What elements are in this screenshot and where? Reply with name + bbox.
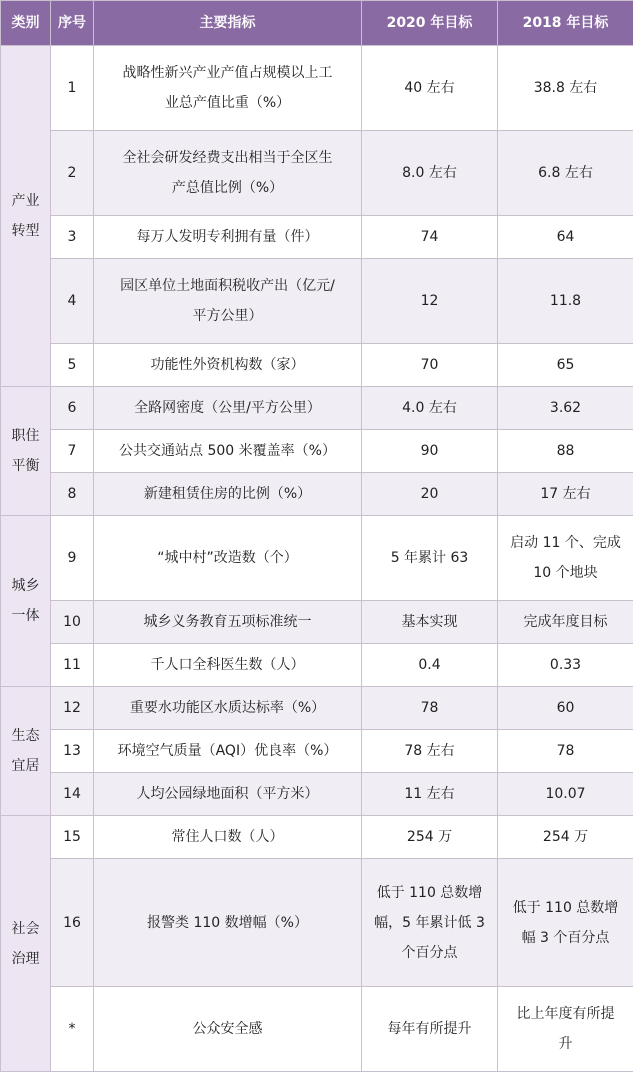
indicator-cell: 人均公园绿地面积（平方米） xyxy=(94,773,362,816)
target-2020-cell: 254 万 xyxy=(362,816,498,859)
target-2020-cell: 低于 110 总数增 幅，5 年累计低 3 个百分点 xyxy=(362,859,498,987)
table-row xyxy=(1,816,633,859)
header-target-2018: 2018 年目标 xyxy=(498,1,633,46)
number-cell: 4 xyxy=(51,259,94,344)
table-row xyxy=(1,859,633,987)
table-row xyxy=(1,131,633,216)
indicator-cell: 全路网密度（公里/平方公里） xyxy=(94,387,362,430)
target-2020-cell: 40 左右 xyxy=(362,46,498,131)
table-row xyxy=(1,473,633,516)
target-2020-cell: 78 左右 xyxy=(362,730,498,773)
header-row xyxy=(1,1,633,46)
target-2020-cell: 8.0 左右 xyxy=(362,131,498,216)
table-row xyxy=(1,430,633,473)
table-row xyxy=(1,259,633,344)
target-2018-cell: 0.33 xyxy=(498,644,633,687)
indicator-cell: 每万人发明专利拥有量（件） xyxy=(94,216,362,259)
category-cell: 生态 宜居 xyxy=(1,687,51,816)
target-2018-cell: 启动 11 个、完成 10 个地块 xyxy=(498,516,633,601)
indicator-cell: 园区单位土地面积税收产出（亿元/ 平方公里） xyxy=(94,259,362,344)
target-2020-cell: 5 年累计 63 xyxy=(362,516,498,601)
indicator-cell: 新建租赁住房的比例（%） xyxy=(94,473,362,516)
number-cell: 15 xyxy=(51,816,94,859)
table-row xyxy=(1,46,633,131)
target-2020-cell: 12 xyxy=(362,259,498,344)
number-cell: 14 xyxy=(51,773,94,816)
target-2018-cell: 11.8 xyxy=(498,259,633,344)
table-row xyxy=(1,644,633,687)
indicator-cell: 全社会研发经费支出相当于全区生 产总值比例（%） xyxy=(94,131,362,216)
indicator-cell: 报警类 110 数增幅（%） xyxy=(94,859,362,987)
category-cell: 产业 转型 xyxy=(1,46,51,387)
table-body xyxy=(1,46,633,1072)
number-cell: 16 xyxy=(51,859,94,987)
category-cell: 城乡 一体 xyxy=(1,516,51,687)
target-2020-cell: 每年有所提升 xyxy=(362,987,498,1072)
target-2018-cell: 60 xyxy=(498,687,633,730)
table-row xyxy=(1,987,633,1072)
number-cell: 2 xyxy=(51,131,94,216)
target-2020-cell: 70 xyxy=(362,344,498,387)
target-2020-cell: 74 xyxy=(362,216,498,259)
number-cell: 5 xyxy=(51,344,94,387)
indicator-cell: 战略性新兴产业产值占规模以上工 业总产值比重（%） xyxy=(94,46,362,131)
table-row xyxy=(1,687,633,730)
target-2018-cell: 6.8 左右 xyxy=(498,131,633,216)
number-cell: 11 xyxy=(51,644,94,687)
number-cell: 6 xyxy=(51,387,94,430)
target-2018-cell: 64 xyxy=(498,216,633,259)
table-row xyxy=(1,773,633,816)
number-cell: 1 xyxy=(51,46,94,131)
header-indicator: 主要指标 xyxy=(94,1,362,46)
number-cell: 12 xyxy=(51,687,94,730)
target-2018-cell: 38.8 左右 xyxy=(498,46,633,131)
number-cell: 7 xyxy=(51,430,94,473)
target-2018-cell: 17 左右 xyxy=(498,473,633,516)
indicator-cell: 重要水功能区水质达标率（%） xyxy=(94,687,362,730)
indicator-cell: 常住人口数（人） xyxy=(94,816,362,859)
number-cell: 8 xyxy=(51,473,94,516)
table-row xyxy=(1,216,633,259)
target-2020-cell: 4.0 左右 xyxy=(362,387,498,430)
target-2018-cell: 88 xyxy=(498,430,633,473)
number-cell: 10 xyxy=(51,601,94,644)
target-2018-cell: 254 万 xyxy=(498,816,633,859)
number-cell: * xyxy=(51,987,94,1072)
number-cell: 3 xyxy=(51,216,94,259)
number-cell: 13 xyxy=(51,730,94,773)
indicator-cell: 公共交通站点 500 米覆盖率（%） xyxy=(94,430,362,473)
table-row xyxy=(1,387,633,430)
target-2018-cell: 10.07 xyxy=(498,773,633,816)
number-cell: 9 xyxy=(51,516,94,601)
table-row xyxy=(1,344,633,387)
category-cell: 社会 治理 xyxy=(1,816,51,1072)
header-target-2020: 2020 年目标 xyxy=(362,1,498,46)
indicator-cell: 功能性外资机构数（家） xyxy=(94,344,362,387)
category-cell: 职住 平衡 xyxy=(1,387,51,516)
indicator-cell: “城中村”改造数（个） xyxy=(94,516,362,601)
indicator-cell: 城乡义务教育五项标准统一 xyxy=(94,601,362,644)
target-2020-cell: 20 xyxy=(362,473,498,516)
target-2018-cell: 65 xyxy=(498,344,633,387)
target-2018-cell: 3.62 xyxy=(498,387,633,430)
target-2018-cell: 比上年度有所提 升 xyxy=(498,987,633,1072)
target-2020-cell: 78 xyxy=(362,687,498,730)
target-2020-cell: 0.4 xyxy=(362,644,498,687)
target-2018-cell: 完成年度目标 xyxy=(498,601,633,644)
header-category: 类别 xyxy=(1,1,51,46)
table-row xyxy=(1,516,633,601)
target-2020-cell: 基本实现 xyxy=(362,601,498,644)
target-2018-cell: 低于 110 总数增 幅 3 个百分点 xyxy=(498,859,633,987)
target-2020-cell: 11 左右 xyxy=(362,773,498,816)
table-row xyxy=(1,730,633,773)
indicator-cell: 环境空气质量（AQI）优良率（%） xyxy=(94,730,362,773)
indicator-cell: 千人口全科医生数（人） xyxy=(94,644,362,687)
target-2018-cell: 78 xyxy=(498,730,633,773)
target-2020-cell: 90 xyxy=(362,430,498,473)
indicator-cell: 公众安全感 xyxy=(94,987,362,1072)
table-row xyxy=(1,601,633,644)
header-number: 序号 xyxy=(51,1,94,46)
